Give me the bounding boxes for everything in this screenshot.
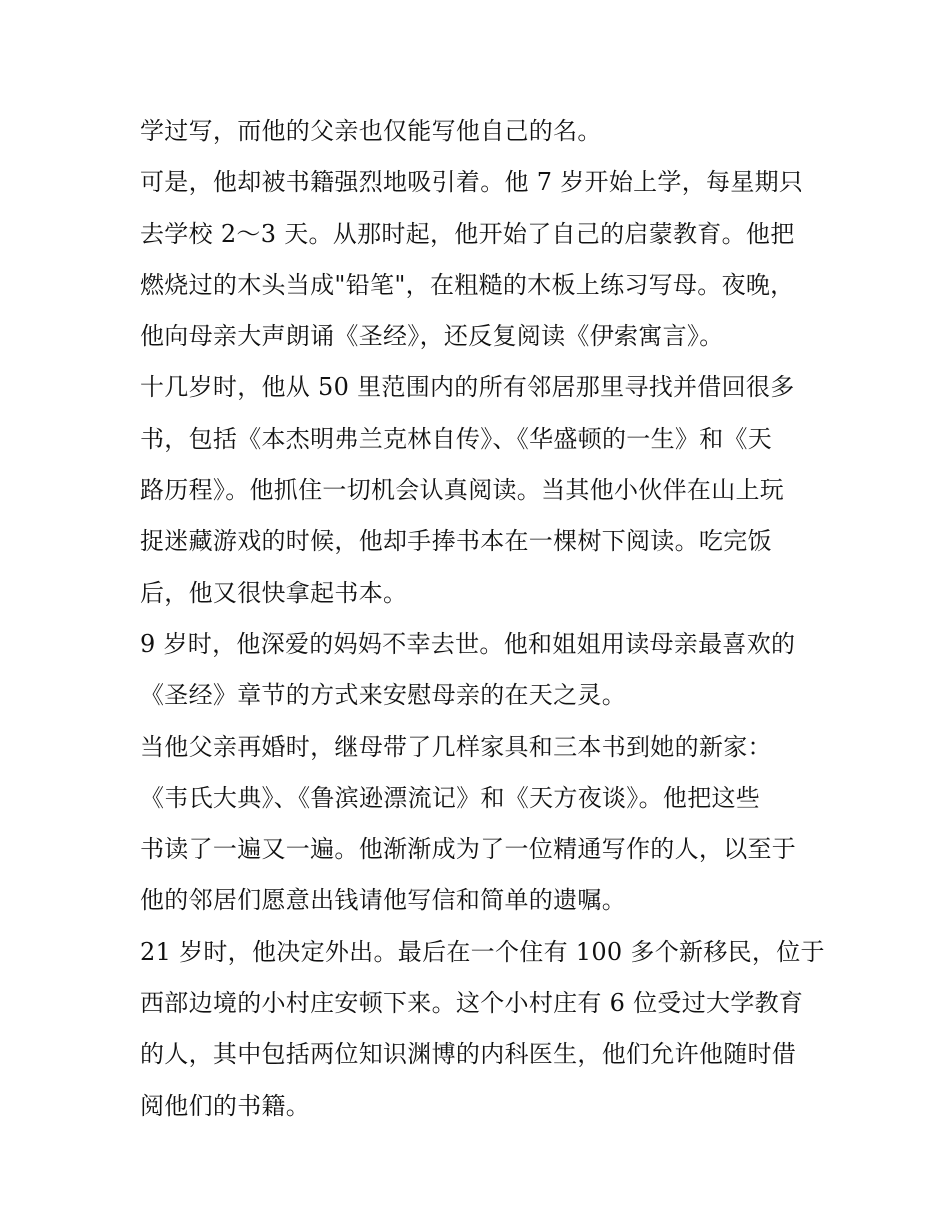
text-line: 捉迷藏游戏的时候，他却手捧书本在一棵树下阅读。吃完饭 [140, 527, 772, 556]
text-line: 十几岁时，他从 50 里范围内的所有邻居那里寻找并借回很多 [140, 373, 795, 402]
text-line: 他的邻居们愿意出钱请他写信和简单的遗嘱。 [140, 886, 626, 915]
text-line: 9 岁时，他深爱的妈妈不幸去世。他和姐姐用读母亲最喜欢的 [140, 629, 796, 658]
text-line: 书，包括《本杰明弗兰克林自传》、《华盛顿的一生》和《天 [140, 424, 773, 453]
text-line: 阅他们的书籍。 [140, 1091, 311, 1120]
text-line: 后，他又很快拿起书本。 [140, 578, 408, 607]
text-line: 《韦氏大典》、《鲁滨逊漂流记》和《天方夜谈》。他把这些 [140, 783, 761, 812]
text-line: 学过写，而他的父亲也仅能写他自己的名。 [140, 117, 602, 145]
text-line: 21 岁时，他决定外出。最后在一个住有 100 多个新移民，位于 [140, 937, 825, 966]
body-text [140, 106, 825, 1132]
text-line: 书读了一遍又一遍。他渐渐成为了一位精通写作的人，以至于 [140, 835, 797, 864]
text-line: 可是，他却被书籍强烈地吸引着。他 7 岁开始上学，每星期只 [140, 168, 804, 197]
text-line: 他向母亲大声朗诵《圣经》，还反复阅读《伊索寓言》。 [140, 322, 724, 351]
text-line: 燃烧过的木头当成"铅笔"，在粗糙的木板上练习写母。夜晚， [140, 270, 795, 299]
text-line: 路历程》。他抓住一切机会认真阅读。当其他小伙伴在山上玩 [140, 476, 785, 505]
text-line: 的人，其中包括两位知识渊博的内科医生，他们允许他随时借 [140, 1040, 797, 1069]
text-line: 西部边境的小村庄安顿下来。这个小村庄有 6 位受过大学教育 [140, 989, 804, 1018]
text-line: 去学校 2～3 天。从那时起，他开始了自己的启蒙教育。他把 [140, 219, 795, 248]
text-line: 当他父亲再婚时，继母带了几样家具和三本书到她的新家： [140, 732, 772, 761]
text-line: 《圣经》章节的方式来安慰母亲的在天之灵。 [140, 681, 626, 710]
